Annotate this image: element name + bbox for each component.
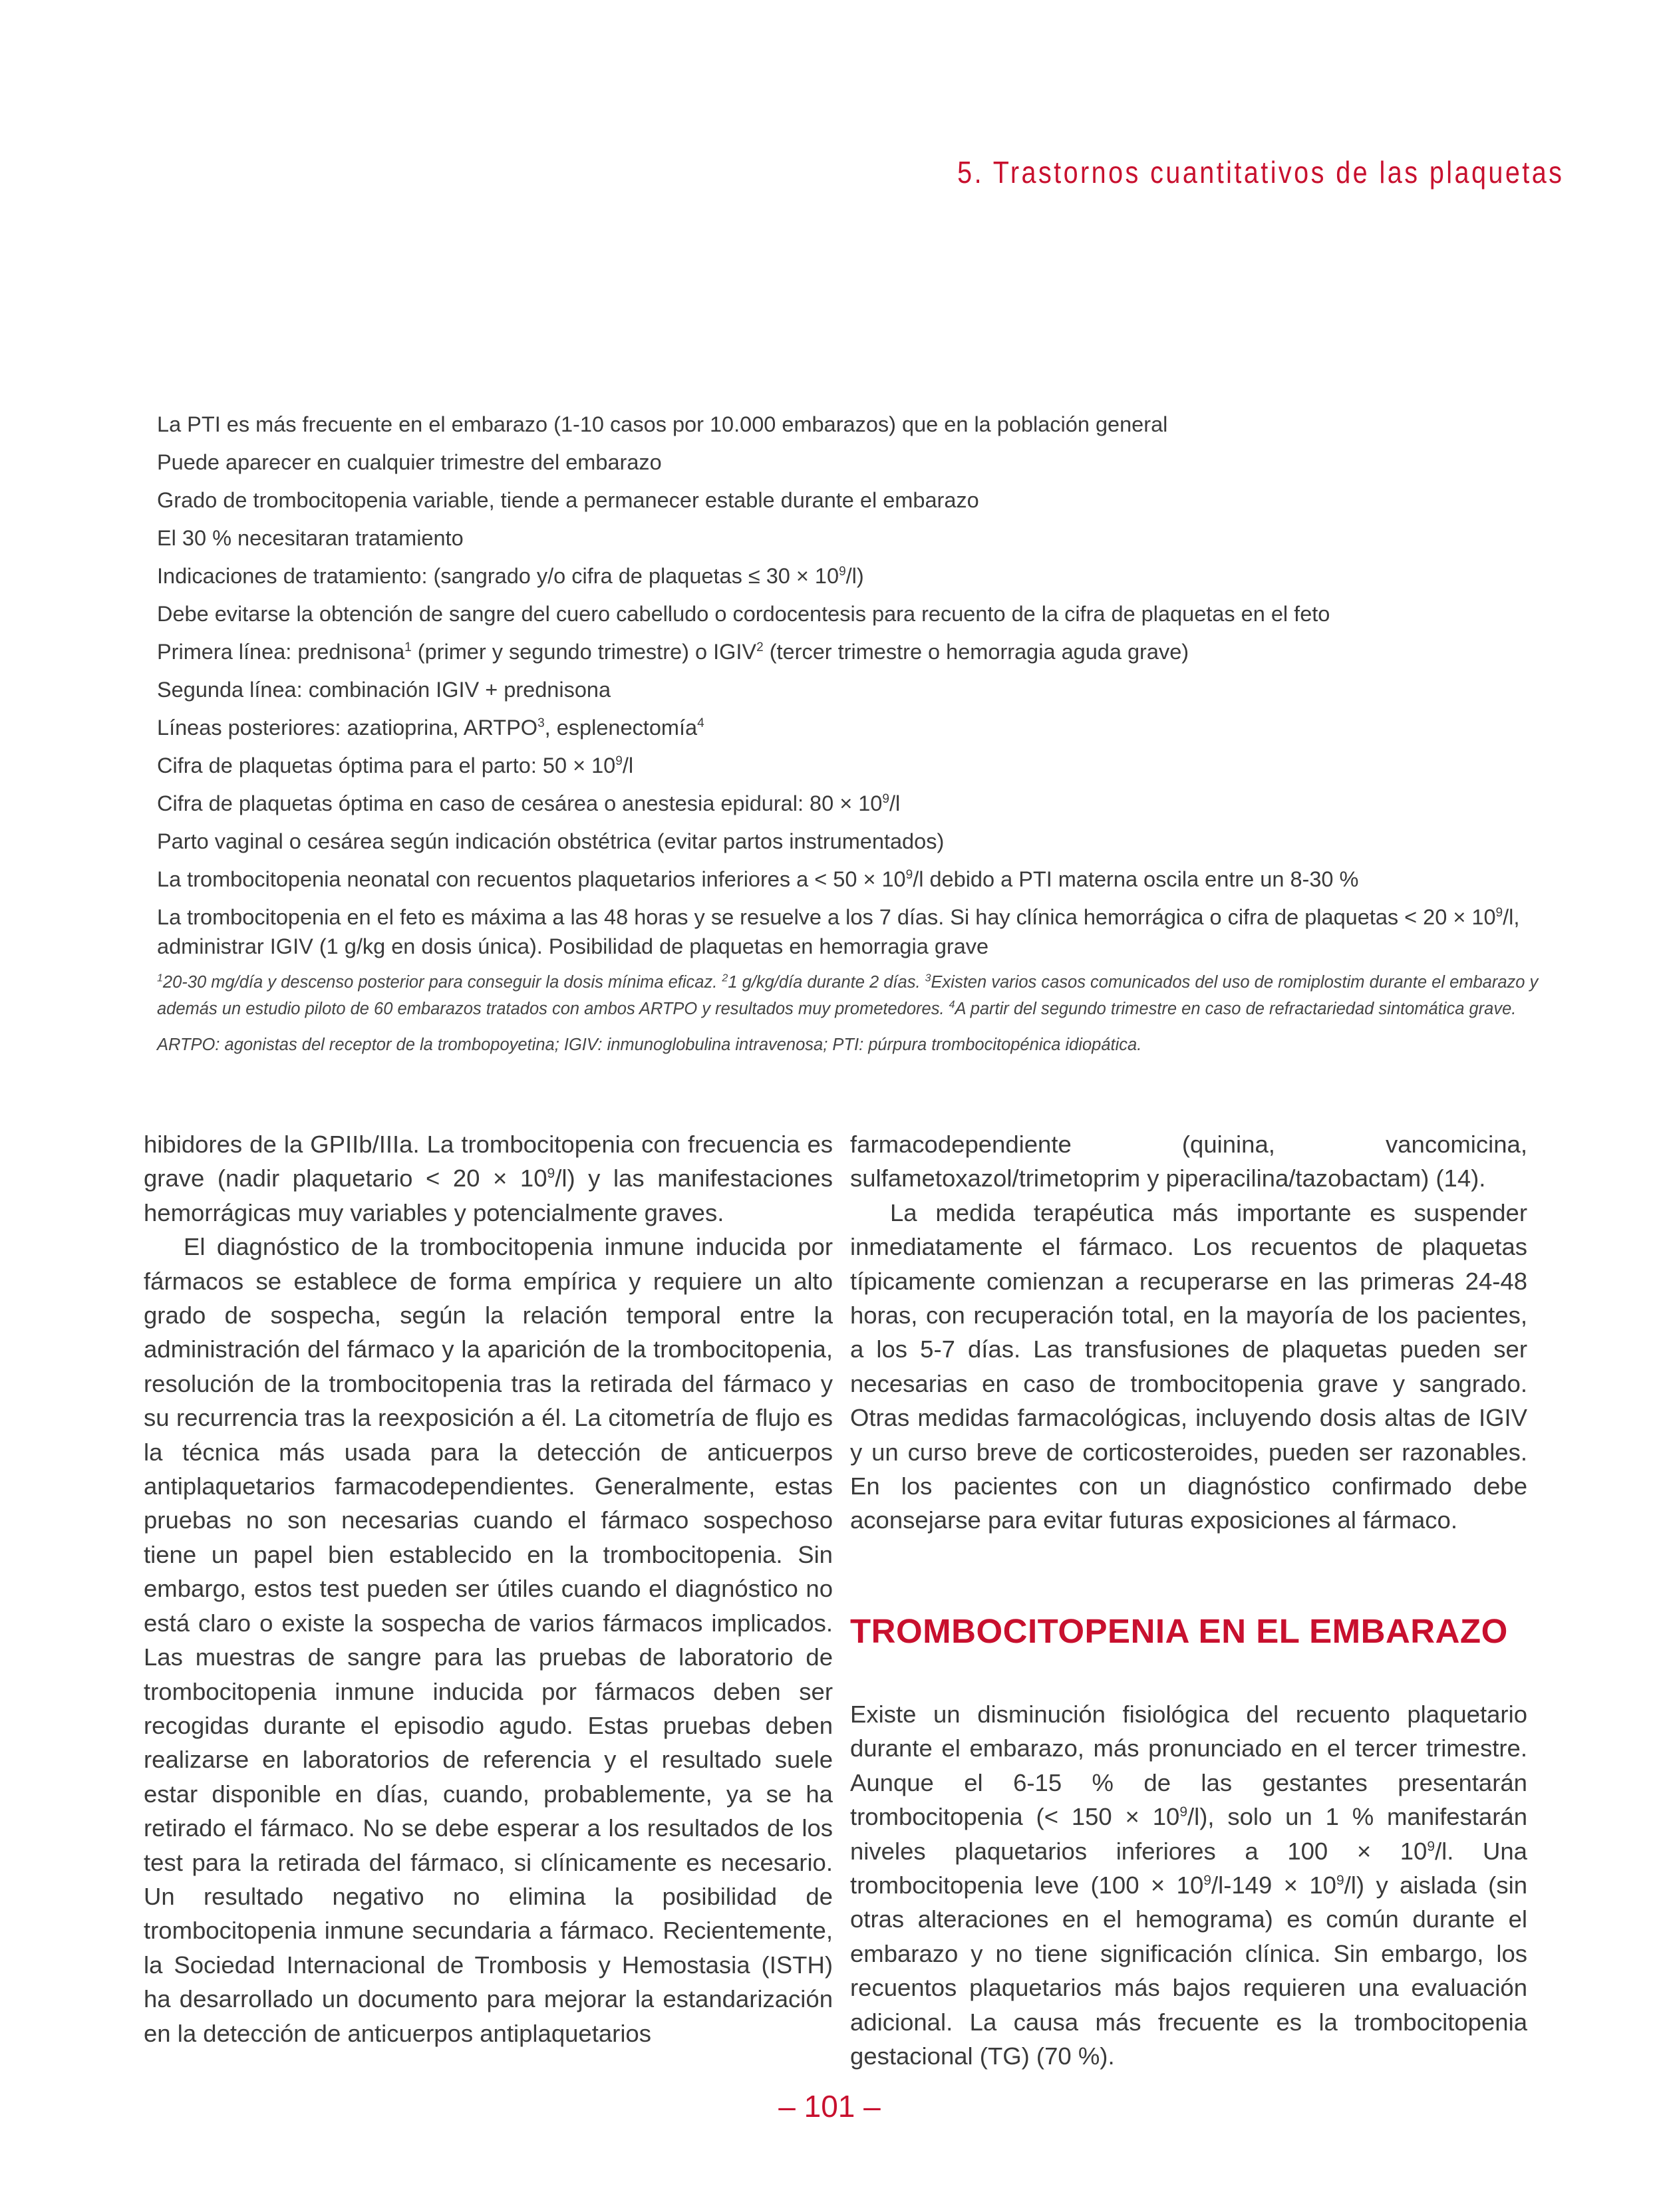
table-row: Puede aparecer en cualquier trimestre del embarazo: [157, 450, 662, 474]
paragraph: Existe un disminución fisiológica del recuento plaquetario durante el embarazo, más pronunciado en el tercer trimestre. Aunque el 6-15 % de las gestantes presentarán trombocitopenia (< $150 \times 10^9/l$), solo un 1 % manifestarán niveles plaquetarios inferiores a $100 \times 10^9/l$. Una trombocitopenia leve $(100 \times 10^9/l-149 \times 10^9/l)$ y aislada (sin otras alteraciones en el hemograma) es común durante el embarazo y no tiene significación clínica. Sin embargo, los recuentos plaquetarios más bajos requieren una evaluación adicional. La causa más frecuente es la trombocitopenia gestacional (TG) (70 %).: [850, 1700, 1528, 2070]
table-row: El 30 % necesitaran tratamiento: [157, 526, 464, 550]
table-row: La trombocitopenia en el feto es máxima a las 48 horas y se resuelve a los 7 días. Si hay clínica hemorrágica o cifra de plaquetas < $20 \times 10^9/l$, administrar IGIV (1 g/kg en dosis única). Posibilidad de plaquetas en hemorragia grave: [157, 905, 1520, 958]
table-row: La PTI es más frecuente en el embarazo (1-10 casos por 10.000 embarazos) que en la población general: [157, 412, 1168, 436]
table-row: Debe evitarse la obtención de sangre del cuero cabelludo o cordocentesis para recuento de la cifra de plaquetas en el feto: [157, 602, 1330, 626]
table-row: Primera línea: prednisona$^1$ (primer y segundo trimestre) o IGIV$^2$ (tercer trimestre o hemorragia aguda grave): [157, 640, 1189, 664]
table-footnotes: [157, 969, 1541, 1058]
table-row: Cifra de plaquetas óptima en caso de cesárea o anestesia epidural: $80 \times 10^9/l$: [157, 791, 901, 815]
paragraph: La medida terapéutica más importante es suspender inmediatamente el fármaco. Los recuentos de plaquetas típicamente comienzan a recuperarse en las primeras 24-48 horas, con recuperación total, en la mayoría de los pacientes, a los 5-7 días. Las transfusiones de plaquetas pueden ser necesarias en caso de trombocitopenia grave y sangrado. Otras medidas farmacológicas, incluyendo dosis altas de IGIV y un curso breve de corticosteroides, pueden ser razonables. En los pacientes con un diagnóstico confirmado debe aconsejarse para evitar futuras exposiciones al fármaco.: [850, 1198, 1527, 1534]
table-row: Cifra de plaquetas óptima para el parto: $50 \times 10^9/l$: [157, 754, 634, 777]
page-number: – 101 –: [778, 2089, 881, 2124]
table-row: Indicaciones de tratamiento: (sangrado y/o cifra de plaquetas ≤ $30 \times 10^9/l$): [157, 564, 864, 588]
abbreviations-note: ARTPO: agonistas del receptor de la trombopoyetina; IGIV: inmunoglobulina intravenosa; PTI: púrpura trombocitopénica idiopática.: [157, 1036, 1142, 1054]
table-row: Grado de trombocitopenia variable, tiende a permanecer estable durante el embarazo: [157, 488, 979, 512]
table-row: Segunda línea: combinación IGIV + prednisona: [157, 678, 611, 702]
section-title: TROMBOCITOPENIA EN EL EMBARAZO: [850, 1611, 1508, 1650]
table-row: Líneas posteriores: azatioprina, ARTPO$^3$, esplenectomía$^4$: [157, 716, 704, 740]
paragraph: El diagnóstico de la trombocitopenia inmune inducida por fármacos se establece de forma empírica y requiere un alto grado de sospecha, según la relación temporal entre la administración del fármaco y la aparición de la trombocitopenia, resolución de la trombocitopenia tras la retirada del fármaco y su recurrencia tras la reexposición a él. La citometría de flujo es la técnica más usada para la detección de anticuerpos antiplaquetarios farmacodependientes. Generalmente, estas pruebas no son necesarias cuando el fármaco sospechoso tiene un papel bien establecido en la trombocitopenia. Sin embargo, estos test pueden ser útiles cuando el diagnóstico no está claro o existe la sospecha de varios fármacos implicados. Las muestras de sangre para las pruebas de laboratorio de trombocitopenia inmune inducida por fármacos deben ser recogidas durante el episodio agudo. Estas pruebas deben realizarse en laboratorios de referencia y el resultado suele estar disponible en días, cuando, probablemente, ya se ha retirado el fármaco. No se debe esperar a los resultados de los test para la retirada del fármaco, si clínicamente es necesario. Un resultado negativo no elimina la posibilidad de trombocitopenia inmune secundaria a fármaco. Recientemente, la Sociedad Internacional de Trombosis y Hemostasia (ISTH) ha desarrollado un documento para mejorar la estandarización en la detección de anticuerpos antiplaquetarios: [144, 1233, 833, 2047]
running-header: 5. Trastornos cuantitativos de las plaquetas: [957, 155, 1565, 190]
pti-table: [157, 406, 1541, 1058]
right-column: [850, 1127, 1527, 2073]
left-column: [144, 1127, 833, 2050]
table-row: La trombocitopenia neonatal con recuentos plaquetarios inferiores $a < 50 \times 10^9/l$ debido a PTI materna oscila entre un 8-30 %: [157, 867, 1359, 891]
paragraph: hibidores de la GPIIb/IIIa. La trombocitopenia con frecuencia es grave (nadir plaquetario < $20 \times 10^9/l$) y las manifestaciones hemorrágicas muy variables y potencialmente graves.: [144, 1131, 833, 1226]
table-row: Parto vaginal o cesárea según indicación obstétrica (evitar partos instrumentados): [157, 829, 945, 853]
footnote: $^1$20-30 mg/día y descenso posterior para conseguir la dosis mínima eficaz. $^2$1 g/kg/día durante 2 días. $^3$Existen varios casos comunicados del uso de romiplostim durante el embarazo y además un estudio piloto de 60 embarazos tratados con ambos ARTPO y resultados muy prometedores. $^4$A partir del segundo trimestre en caso de refractariedad sintomática grave.: [157, 972, 1539, 1018]
paragraph: farmacodependiente (quinina, vancomicina, sulfametoxazol/trimetoprim y piperacilina/tazobactam) (14).: [850, 1131, 1527, 1192]
